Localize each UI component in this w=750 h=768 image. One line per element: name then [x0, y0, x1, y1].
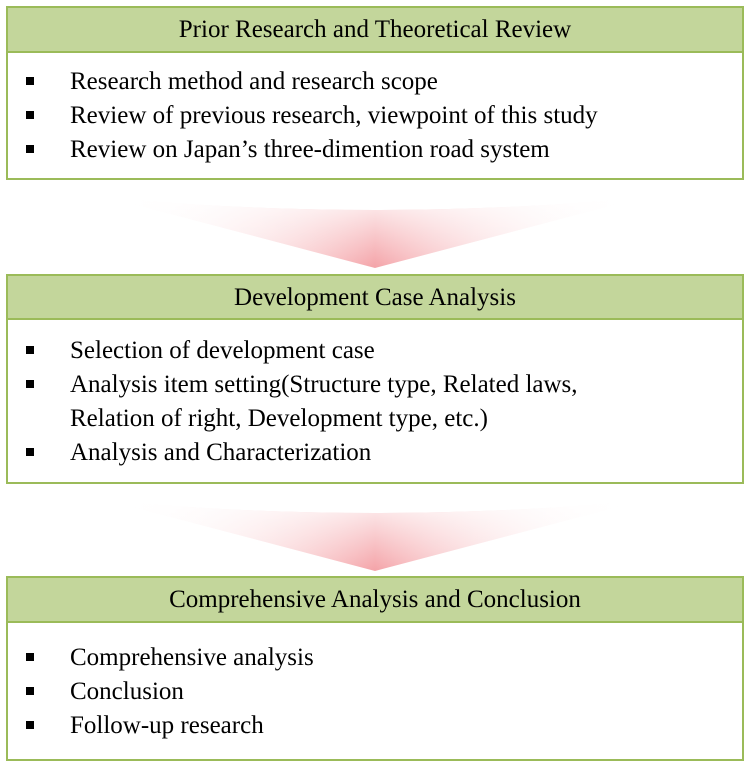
stage-3-title: Comprehensive Analysis and Conclusion — [169, 586, 581, 613]
stage-1-body — [6, 53, 744, 180]
square-bullet-icon — [26, 77, 34, 85]
stage-3-header — [6, 576, 744, 623]
list-item — [8, 709, 742, 743]
square-bullet-icon — [26, 380, 34, 388]
list-item — [8, 133, 742, 167]
list-item-text: Follow-up research — [70, 712, 264, 739]
list-item — [8, 65, 742, 99]
stage-1-list — [8, 65, 742, 167]
list-item-text: Selection of development case — [70, 337, 375, 364]
list-item-text: Analysis item setting(Structure type, Related laws, — [70, 371, 578, 398]
stage-1-header — [6, 6, 744, 53]
list-item-text: Review on Japan’s three-dimention road system — [70, 136, 550, 163]
list-item-text: Analysis and Characterization — [70, 439, 372, 466]
square-bullet-icon — [26, 448, 34, 456]
list-item-text: Conclusion — [70, 678, 184, 705]
stage-2-body — [6, 320, 744, 484]
list-item-text-continued: Relation of right, Development type, etc.) — [70, 405, 488, 432]
list-item-text: Comprehensive analysis — [70, 644, 314, 671]
down-arrow-2 — [0, 493, 750, 573]
stage-2-list — [8, 334, 742, 470]
list-item — [8, 675, 742, 709]
list-item — [8, 334, 742, 368]
list-item-text: Research method and research scope — [70, 68, 438, 95]
square-bullet-icon — [26, 346, 34, 354]
stage-3-body — [6, 623, 744, 761]
stage-1-title: Prior Research and Theoretical Review — [178, 16, 572, 43]
square-bullet-icon — [26, 111, 34, 119]
stage-2-header — [6, 274, 744, 320]
stage-2-title: Development Case Analysis — [234, 283, 516, 311]
list-item-text: Review of previous research, viewpoint of this study — [70, 102, 598, 129]
list-item — [8, 99, 742, 133]
down-arrow-1 — [0, 190, 750, 270]
list-item — [8, 641, 742, 675]
square-bullet-icon — [26, 145, 34, 153]
stage-3-list — [8, 641, 742, 743]
square-bullet-icon — [26, 687, 34, 695]
square-bullet-icon — [26, 721, 34, 729]
square-bullet-icon — [26, 653, 34, 661]
list-item — [8, 436, 742, 470]
list-item — [8, 368, 742, 436]
